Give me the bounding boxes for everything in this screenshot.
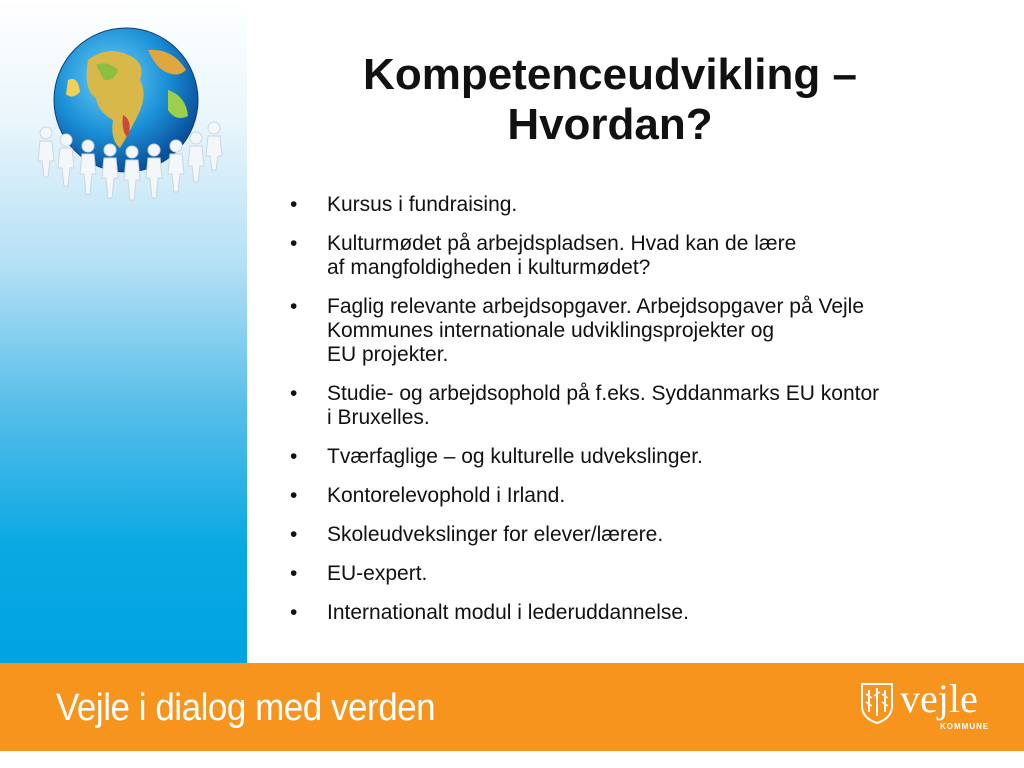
bullet-item bbox=[290, 232, 1010, 280]
bullet-item bbox=[290, 445, 1010, 469]
slide-title-line2: Hvordan? bbox=[507, 100, 713, 149]
footer-bottom-strip bbox=[0, 751, 1024, 768]
bullet-line: EU projekter. bbox=[327, 343, 449, 366]
bullet-item bbox=[290, 193, 1010, 217]
logo-subtitle: KOMMUNE bbox=[940, 722, 990, 731]
slide-title-line1: Kompetenceudvikling – bbox=[363, 50, 857, 99]
bullet-list bbox=[290, 193, 1010, 640]
bullet-line: Skoleudvekslinger for elever/lærere. bbox=[327, 523, 664, 546]
bullet-marker: • bbox=[290, 523, 298, 546]
footer-tagline: Vejle i dialog med verden bbox=[56, 687, 436, 729]
bullet-line: af mangfoldigheden i kulturmødet? bbox=[327, 256, 651, 279]
globe-icon bbox=[28, 20, 228, 210]
bullet-marker: • bbox=[290, 382, 298, 405]
bullet-item bbox=[290, 295, 1010, 367]
bullet-marker: • bbox=[290, 232, 298, 255]
bullet-line: Kontorelevophold i Irland. bbox=[327, 484, 566, 507]
slide-title bbox=[300, 50, 920, 150]
bullet-marker: • bbox=[290, 295, 298, 318]
vejle-kommune-logo bbox=[860, 676, 1000, 740]
vejle-crest-icon bbox=[860, 682, 894, 724]
bullet-line: Kursus i fundraising. bbox=[327, 193, 518, 216]
globe-illustration bbox=[28, 20, 228, 210]
bullet-marker: • bbox=[290, 601, 298, 624]
bullet-line: Studie- og arbejdsophold på f.eks. Syddanmarks EU kontor bbox=[327, 382, 880, 405]
bullet-line: Faglig relevante arbejdsopgaver. Arbejdsopgaver på Vejle bbox=[327, 295, 865, 318]
bullet-line: i Bruxelles. bbox=[327, 406, 430, 429]
bullet-line: Kommunes internationale udviklingsprojekter og bbox=[327, 319, 775, 342]
bullet-item bbox=[290, 484, 1010, 508]
bullet-line: Kulturmødet på arbejdspladsen. Hvad kan de lære bbox=[327, 232, 797, 255]
bullet-item bbox=[290, 523, 1010, 547]
bullet-item bbox=[290, 382, 1010, 430]
bullet-item bbox=[290, 562, 1010, 586]
bullet-line: EU-expert. bbox=[327, 562, 428, 585]
bullet-item bbox=[290, 601, 1010, 625]
bullet-marker: • bbox=[290, 484, 298, 507]
bullet-line: Internationalt modul i lederuddannelse. bbox=[327, 601, 689, 624]
bullet-marker: • bbox=[290, 193, 298, 216]
logo-wordmark: vejle bbox=[900, 676, 978, 721]
bullet-line: Tværfaglige – og kulturelle udvekslinger. bbox=[327, 445, 703, 468]
bullet-marker: • bbox=[290, 562, 298, 585]
bullet-marker: • bbox=[290, 445, 298, 468]
